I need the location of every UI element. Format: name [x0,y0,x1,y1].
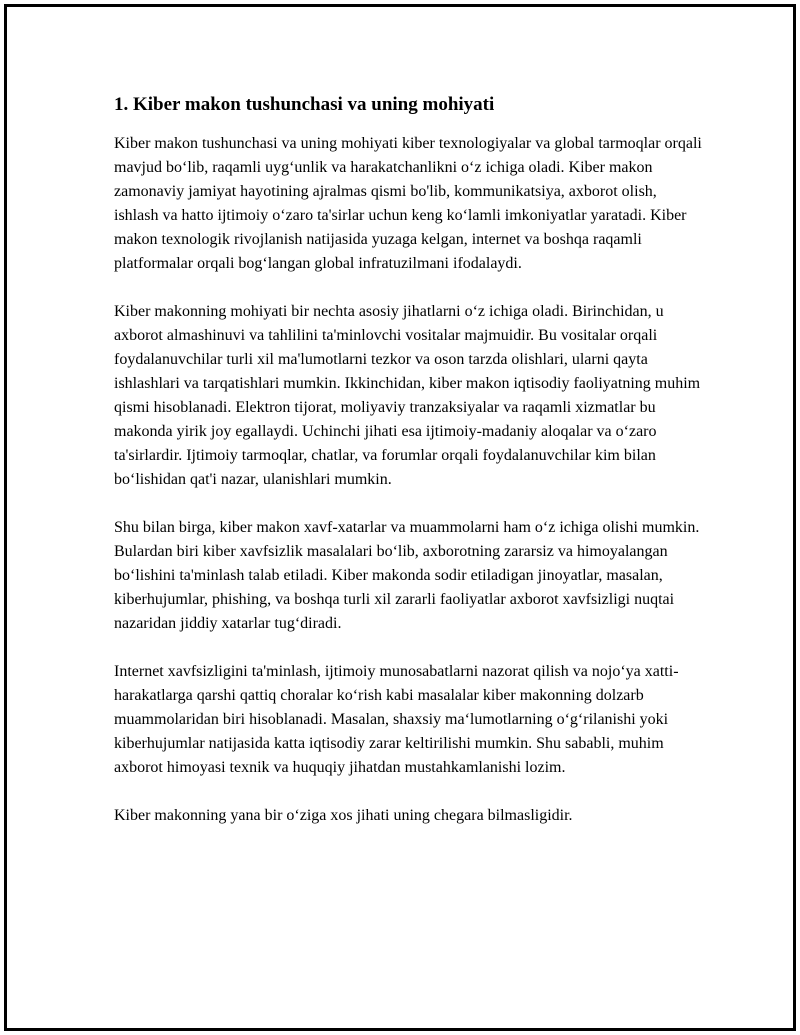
paragraph-1: Kiber makon tushunchasi va uning mohiyati kiber texnologiyalar va global tarmoqlar orqali mavjud bo‘lib, raqamli uyg‘unlik va harakatchanlikni o‘z ichiga oladi. Kiber makon zamonaviy jamiyat hayotining ajralmas qismi bo'lib, kommunikatsiya, axborot olish, ishlash va hatto ijtimoiy o‘zaro ta'sirlar uchun keng ko‘lamli imkoniyatlar yaratadi. Kiber makon texnologik rivojlanish natijasida yuzaga kelgan, internet va boshqa raqamli platformalar orqali bog‘langan global infratuzilmani ifodalaydi. [114,135,702,272]
paragraph-5: Kiber makonning yana bir o‘ziga xos jihati uning chegara bilmasligidir. [114,807,573,824]
paragraph-3: Shu bilan birga, kiber makon xavf-xatarlar va muammolarni ham o‘z ichiga olishi mumkin. Bulardan biri kiber xavfsizlik masalalari bo‘lib, axborotning zararsiz va himoyalangan bo‘lishini ta'minlash talab etiladi. Kiber makonda sodir etiladigan jinoyatlar, masalan, kiberhujumlar, phishing, va boshqa turli xil zararli faoliyatlar axborot xavfsizligi nuqtai nazaridan jiddiy xatarlar tug‘diradi. [114,519,700,632]
section-heading: 1. Kiber makon tushunchasi va uning mohiyati [114,94,495,115]
paragraph-2: Kiber makonning mohiyati bir nechta asosiy jihatlarni o‘z ichiga oladi. Birinchidan, u axborot almashinuvi va tahlilini ta'minlovchi vositalar majmuidir. Bu vositalar orqali foydalanuvchilar turli xil ma'lumotlarni tezkor va oson tarzda olishlari, ularni qayta ishlashlari va tarqatishlari mumkin. Ikkinchidan, kiber makon iqtisodiy faoliyatning muhim qismi hisoblanadi. Elektron tijorat, moliyaviy tranzaksiyalar va raqamli xizmatlar bu makonda yirik joy egallaydi. Uchinchi jihati esa ijtimoiy-madaniy aloqalar va o‘zaro ta'sirlardir. Ijtimoiy tarmoqlar, chatlar, va forumlar orqali foydalanuvchilar kim bilan bo‘lishidan qat'i nazar, ulanishlari mumkin. [114,303,701,488]
paragraph-4: Internet xavfsizligini ta'minlash, ijtimoiy munosabatlarni nazorat qilish va nojo‘ya xatti-harakatlarga qarshi qattiq choralar ko‘rish kabi masalalar kiber makonning dolzarb muammolaridan biri hisoblanadi. Masalan, shaxsiy ma‘lumotlarning o‘g‘rilanishi yoki kiberhujumlar natijasida katta iqtisodiy zarar keltirilishi mumkin. Shu sababli, muhim axborot himoyasi texnik va huquqiy jihatdan mustahkamlanishi lozim. [114,663,679,776]
document-body [114,92,704,852]
